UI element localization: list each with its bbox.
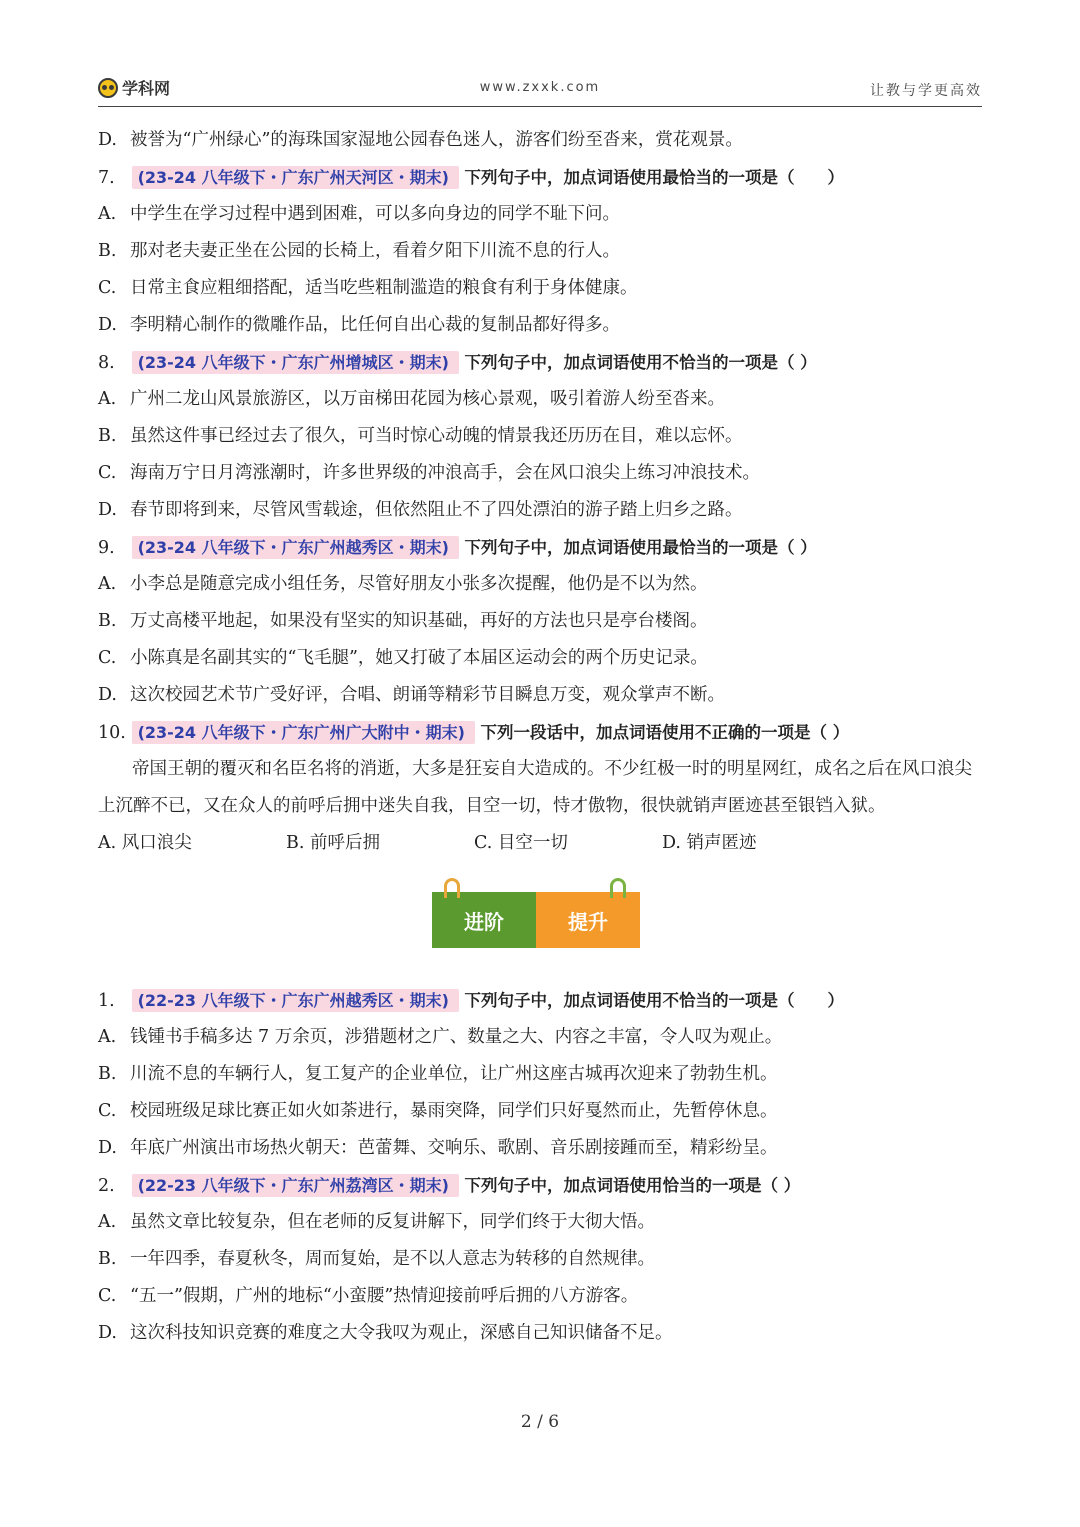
option-letter: D. xyxy=(98,1138,117,1158)
option-letter: A. xyxy=(98,389,117,409)
banner-right-label: 提升 xyxy=(536,892,640,948)
option-a: A. 风口浪尖 xyxy=(98,833,192,853)
option-row xyxy=(98,825,988,862)
question-header xyxy=(98,1167,988,1204)
option-text: 这次校园艺术节广受好评，合唱、朗诵等精彩节目瞬息万变，观众掌声不断。 xyxy=(130,685,725,705)
option-letter: B. xyxy=(98,241,117,261)
option-letter: A. xyxy=(98,1212,117,1232)
option-text: 一年四季，春夏秋冬，周而复始，是不以人意志为转移的自然规律。 xyxy=(130,1249,655,1269)
option-line xyxy=(98,122,988,159)
option-letter: B. xyxy=(98,426,117,446)
banner-left-label: 进阶 xyxy=(432,892,536,948)
option-letter: D. xyxy=(98,315,117,335)
question-stem: 下列句子中，加点词语使用最恰当的一项是（ ） xyxy=(464,168,845,187)
option-text: 川流不息的车辆行人，复工复产的企业单位，让广州这座古城再次迎来了勃勃生机。 xyxy=(130,1064,778,1084)
option-text: 万丈高楼平地起，如果没有坚实的知识基础，再好的方法也只是亭台楼阁。 xyxy=(130,611,708,631)
source-tag: (23-24 八年级下・广东广州越秀区・期末) xyxy=(132,536,459,559)
option-line xyxy=(98,418,988,455)
option-text: 中学生在学习过程中遇到困难，可以多向身边的同学不耻下问。 xyxy=(130,204,620,224)
source-tag: (22-23 八年级下・广东广州荔湾区・期末) xyxy=(132,1174,459,1197)
option-letter: C. xyxy=(98,1286,117,1306)
option-text: 虽然文章比较复杂，但在老师的反复讲解下，同学们终于大彻大悟。 xyxy=(130,1212,655,1232)
option-d: D. 销声匿迹 xyxy=(662,833,757,853)
option-line xyxy=(98,1019,988,1056)
option-letter: A. xyxy=(98,1027,117,1047)
binder-clip-icon xyxy=(610,878,626,898)
question-header xyxy=(98,982,988,1019)
option-c: C. 目空一切 xyxy=(474,833,568,853)
question-number: 1. xyxy=(98,991,115,1011)
option-text: 李明精心制作的微雕作品，比任何自出心裁的复制品都好得多。 xyxy=(130,315,620,335)
option-text: 校园班级足球比赛正如火如荼进行，暴雨突降，同学们只好戛然而止，先暂停休息。 xyxy=(130,1101,778,1121)
option-letter: D. xyxy=(98,500,117,520)
source-tag: (23-24 八年级下・广东广州天河区・期末) xyxy=(132,166,459,189)
question-header xyxy=(98,159,988,196)
question-number: 8. xyxy=(98,353,115,373)
option-text: 那对老夫妻正坐在公园的长椅上，看着夕阳下川流不息的行人。 xyxy=(130,241,620,261)
section-banner xyxy=(432,892,640,948)
source-tag: (22-23 八年级下・广东广州越秀区・期末) xyxy=(132,989,459,1012)
option-line xyxy=(98,1130,988,1167)
page-content xyxy=(98,122,988,1352)
binder-clip-icon xyxy=(444,878,460,898)
question-number: 7. xyxy=(98,168,115,188)
option-letter: D. xyxy=(98,685,117,705)
option-text: 虽然这件事已经过去了很久，可当时惊心动魄的情景我还历历在目，难以忘怀。 xyxy=(130,426,743,446)
option-text: 这次科技知识竞赛的难度之大令我叹为观止，深感自己知识储备不足。 xyxy=(130,1323,673,1343)
option-line xyxy=(98,1241,988,1278)
option-line xyxy=(98,1056,988,1093)
slogan: 让教与学更高效 xyxy=(870,83,982,99)
option-text: 广州二龙山风景旅游区，以万亩梯田花园为核心景观，吸引着游人纷至沓来。 xyxy=(130,389,725,409)
question-number: 2. xyxy=(98,1176,115,1196)
source-tag: (23-24 八年级下・广东广州广大附中・期末) xyxy=(132,721,475,744)
question-number: 9. xyxy=(98,538,115,558)
option-letter: A. xyxy=(98,204,117,224)
option-line xyxy=(98,1315,988,1352)
option-line xyxy=(98,196,988,233)
option-line xyxy=(98,455,988,492)
section-banner-area xyxy=(98,862,988,982)
option-line xyxy=(98,1204,988,1241)
option-letter: A. xyxy=(98,574,117,594)
option-letter: C. xyxy=(98,278,117,298)
question-stem: 下列句子中，加点词语使用不恰当的一项是（ ） xyxy=(464,991,845,1010)
option-letter: C. xyxy=(98,1101,117,1121)
page-header xyxy=(98,74,982,107)
question-stem: 下列句子中，加点词语使用最恰当的一项是（ ） xyxy=(464,538,817,557)
option-letter: B. xyxy=(98,1064,117,1084)
option-text: 小陈真是名副其实的“飞毛腿”，她又打破了本届区运动会的两个历史记录。 xyxy=(130,648,708,668)
option-letter: B. xyxy=(98,611,117,631)
question-stem: 下列一段话中，加点词语使用不正确的一项是（ ） xyxy=(480,723,850,742)
option-line xyxy=(98,677,988,714)
option-line xyxy=(98,381,988,418)
option-line xyxy=(98,566,988,603)
option-letter: C. xyxy=(98,463,117,483)
site-url: www.zxxk.com xyxy=(479,80,601,95)
option-b: B. 前呼后拥 xyxy=(286,833,380,853)
page-number: 2 / 6 xyxy=(520,1412,560,1432)
option-text: 钱锺书手稿多达 7 万余页，涉猎题材之广、数量之大、内容之丰富，令人叹为观止。 xyxy=(130,1027,783,1047)
option-letter: D. xyxy=(98,130,117,150)
option-text: 海南万宁日月湾涨潮时，许多世界级的冲浪高手，会在风口浪尖上练习冲浪技术。 xyxy=(130,463,760,483)
option-line xyxy=(98,307,988,344)
option-line xyxy=(98,233,988,270)
question-paragraph: 帝国王朝的覆灭和名臣名将的消逝，大多是狂妄自大造成的。不少红极一时的明星网红，成名之后在风口浪尖上沉醉不已，又在众人的前呼后拥中迷失自我，目空一切，恃才傲物，很快就销声匿迹甚至银铛入狱。 xyxy=(98,759,972,816)
option-text: 年底广州演出市场热火朝天：芭蕾舞、交响乐、歌剧、音乐剧接踵而至，精彩纷呈。 xyxy=(130,1138,778,1158)
option-text: 被誉为“广州绿心”的海珠国家湿地公园春色迷人，游客们纷至沓来，赏花观景。 xyxy=(130,130,743,150)
option-letter: C. xyxy=(98,648,117,668)
option-text: 春节即将到来，尽管风雪载途，但依然阻止不了四处漂泊的游子踏上归乡之路。 xyxy=(130,500,743,520)
source-tag: (23-24 八年级下・广东广州增城区・期末) xyxy=(132,351,459,374)
question-header xyxy=(98,714,988,751)
question-number: 10. xyxy=(98,723,126,743)
option-line xyxy=(98,603,988,640)
question-stem: 下列句子中，加点词语使用不恰当的一项是（ ） xyxy=(464,353,817,372)
logo-text: 学科网 xyxy=(122,79,171,98)
question-header xyxy=(98,344,988,381)
option-line xyxy=(98,1278,988,1315)
option-letter: B. xyxy=(98,1249,117,1269)
option-line xyxy=(98,1093,988,1130)
question-header xyxy=(98,529,988,566)
option-line xyxy=(98,270,988,307)
option-text: 小李总是随意完成小组任务，尽管好朋友小张多次提醒，他仍是不以为然。 xyxy=(130,574,708,594)
option-letter: D. xyxy=(98,1323,117,1343)
option-text: “五一”假期，广州的地标“小蛮腰”热情迎接前呼后拥的八方游客。 xyxy=(130,1286,639,1306)
question-stem: 下列句子中，加点词语使用恰当的一项是（ ） xyxy=(464,1176,801,1195)
option-line xyxy=(98,640,988,677)
option-line xyxy=(98,492,988,529)
option-text: 日常主食应粗细搭配，适当吃些粗制滥造的粮食有利于身体健康。 xyxy=(130,278,638,298)
